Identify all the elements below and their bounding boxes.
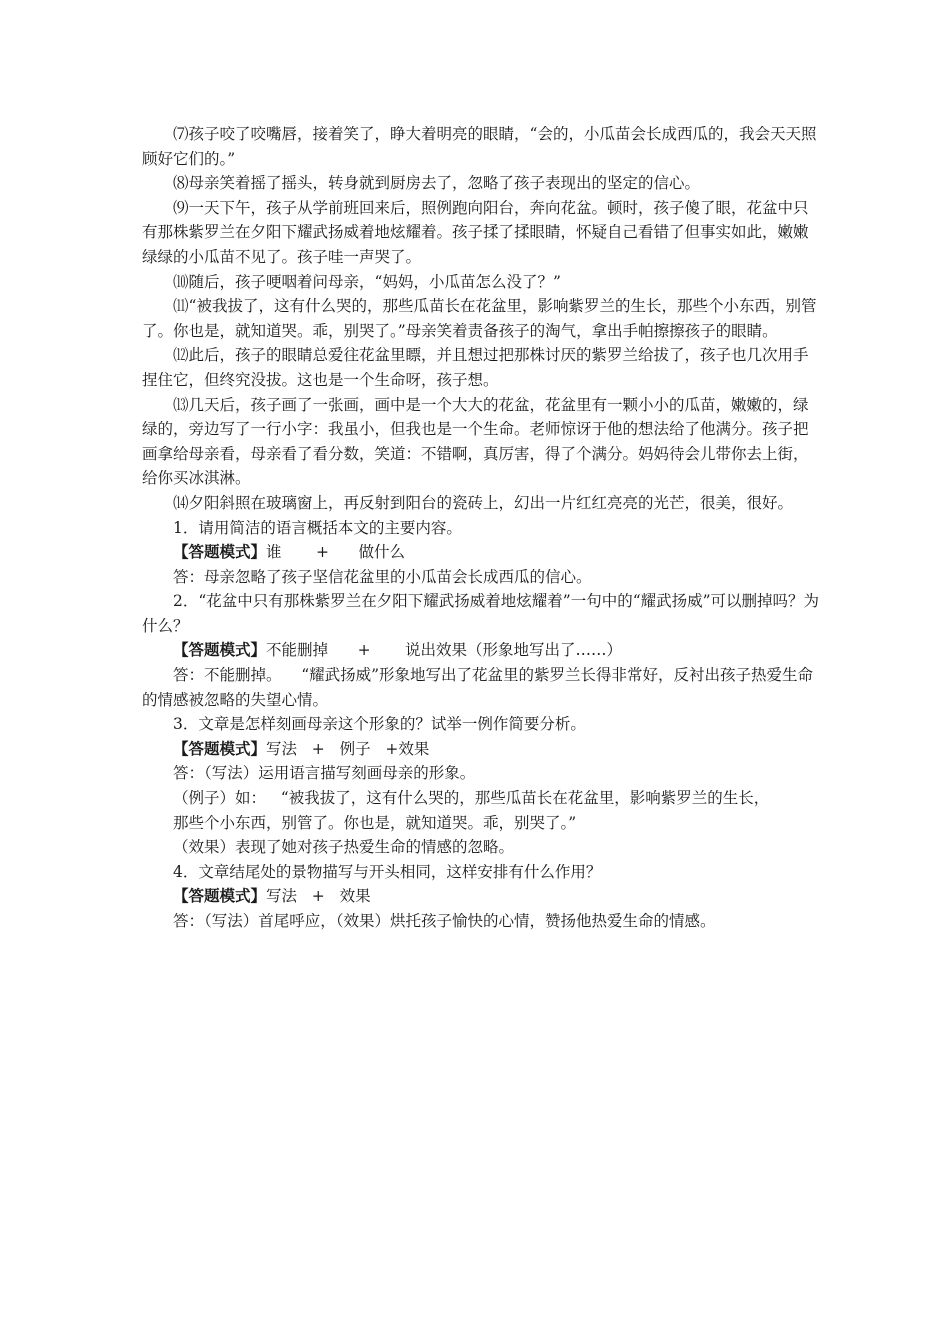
answer-4: 答：（写法）首尾呼应，（效果）烘托孩子愉快的心情，赞扬他热爱生命的情感。 <box>173 912 716 930</box>
answer-mode-text: 写法 + 效果 <box>266 887 371 906</box>
paragraph-number: ⒁ <box>173 493 189 512</box>
paragraph-text: 随后，孩子哽咽着问母亲，“妈妈，小瓜苗怎么没了？” <box>188 272 561 291</box>
paragraph-text: “被我拔了，这有什么哭的，那些瓜苗长在花盆里，影响紫罗兰的生长，那些个小东西，别管了。你也是，就知道哭。乖，别哭了。”母亲笑着责备孩子的淘气，拿出手帕擦擦孩子的眼睛。 <box>142 297 817 340</box>
answer-2: 答：不能删掉。 “耀武扬威”形象地写出了花盆里的紫罗兰长得非常好，反衬出孩子热爱生命的情感被忽略的失望心情。 <box>142 666 814 709</box>
answer-mode-2 <box>142 638 822 663</box>
answer-mode-tag: 【答题模式】 <box>173 886 267 906</box>
paragraph-text: 一天下午，孩子从学前班回来后，照例跑向阳台，奔向花盆。顿时，孩子傻了眼，花盆中只有那株紫罗兰在夕阳下耀武扬威着地炫耀着。孩子揉了揉眼睛，怀疑自己看错了但事实如此，嫩嫩绿绿的小瓜苗不见了。孩子哇一声哭了。 <box>142 198 809 266</box>
answer-mode-text: 写法 + 例子 +效果 <box>266 739 430 758</box>
question-2: 2．“花盆中只有那株紫罗兰在夕阳下耀武扬威着地炫耀着”一句中的“耀武扬威”可以删掉吗？为什么？ <box>142 592 820 635</box>
paragraph-number: ⑻ <box>173 174 189 193</box>
question-1: 1．请用简洁的语言概括本文的主要内容。 <box>173 518 462 537</box>
paragraph-text: 夕阳斜照在玻璃窗上，再反射到阳台的瓷砖上，幻出一片红红亮亮的光芒，很美，很好。 <box>188 493 794 512</box>
answer-mode-3 <box>142 737 822 762</box>
paragraph-12 <box>142 343 822 392</box>
paragraph-9 <box>142 196 822 270</box>
paragraph-number: ⒀ <box>173 395 189 414</box>
paragraph-number: ⑿ <box>173 346 189 365</box>
document-body <box>142 122 822 934</box>
answer-3-effect: （效果）表现了她对孩子热爱生命的情感的忽略。 <box>173 838 515 857</box>
answer-mode-text: 不能删掉 + 说出效果（形象地写出了……） <box>266 641 623 660</box>
paragraph-7 <box>142 122 822 171</box>
paragraph-8 <box>142 171 822 196</box>
answer-mode-text: 谁 + 做什么 <box>266 543 406 562</box>
answer-1: 答：母亲忽略了孩子坚信花盆里的小瓜苗会长成西瓜的信心。 <box>173 567 592 586</box>
paragraph-text: 母亲笑着摇了摇头，转身就到厨房去了，忽略了孩子表现出的坚定的信心。 <box>188 174 701 193</box>
paragraph-11 <box>142 294 822 343</box>
paragraph-13 <box>142 393 822 491</box>
paragraph-number: ⑺ <box>173 125 189 143</box>
answer-3-example-cont: 那些个小东西，别管了。你也是，就知道哭。乖，别哭了。” <box>173 813 577 832</box>
answer-mode-tag: 【答题模式】 <box>173 640 267 660</box>
paragraph-14 <box>142 491 822 516</box>
answer-3: 答：（写法）运用语言描写刻画母亲的形象。 <box>173 764 476 783</box>
answer-mode-tag: 【答题模式】 <box>173 542 267 562</box>
paragraph-text: 此后，孩子的眼睛总爱往花盆里瞟，并且想过把那株讨厌的紫罗兰给拔了，孩子也几次用手捏住它，但终究没拔。这也是一个生命呀，孩子想。 <box>142 346 809 389</box>
paragraph-number: ⑼ <box>173 198 189 217</box>
answer-3-example: （例子）如： “被我拔了，这有什么哭的，那些瓜苗长在花盆里，影响紫罗兰的生长， <box>173 789 770 808</box>
paragraph-number: ⑽ <box>173 272 189 291</box>
paragraph-text: 孩子咬了咬嘴唇，接着笑了，睁大着明亮的眼睛，“会的，小瓜苗会长成西瓜的，我会天天照顾好它们的。” <box>142 125 817 168</box>
paragraph-number: ⑾ <box>173 297 189 316</box>
paragraph-text: 几天后，孩子画了一张画，画中是一个大大的花盆，花盆里有一颗小小的瓜苗，嫩嫩的，绿绿的，旁边写了一行小字：我虽小，但我也是一个生命。老师惊讶于他的想法给了他满分。孩子把画拿给母亲看，母亲看了看分数，笑道：不错啊，真厉害，得了个满分。妈妈待会儿带你去上街，给你买冰淇淋。 <box>142 395 809 488</box>
answer-mode-4 <box>142 884 822 909</box>
answer-mode-tag: 【答题模式】 <box>173 738 267 758</box>
paragraph-10 <box>142 270 822 295</box>
question-4: 4．文章结尾处的景物描写与开头相同，这样安排有什么作用？ <box>173 862 602 881</box>
answer-mode-1 <box>142 540 822 565</box>
question-3: 3．文章是怎样刻画母亲这个形象的？试举一例作简要分析。 <box>173 715 586 734</box>
